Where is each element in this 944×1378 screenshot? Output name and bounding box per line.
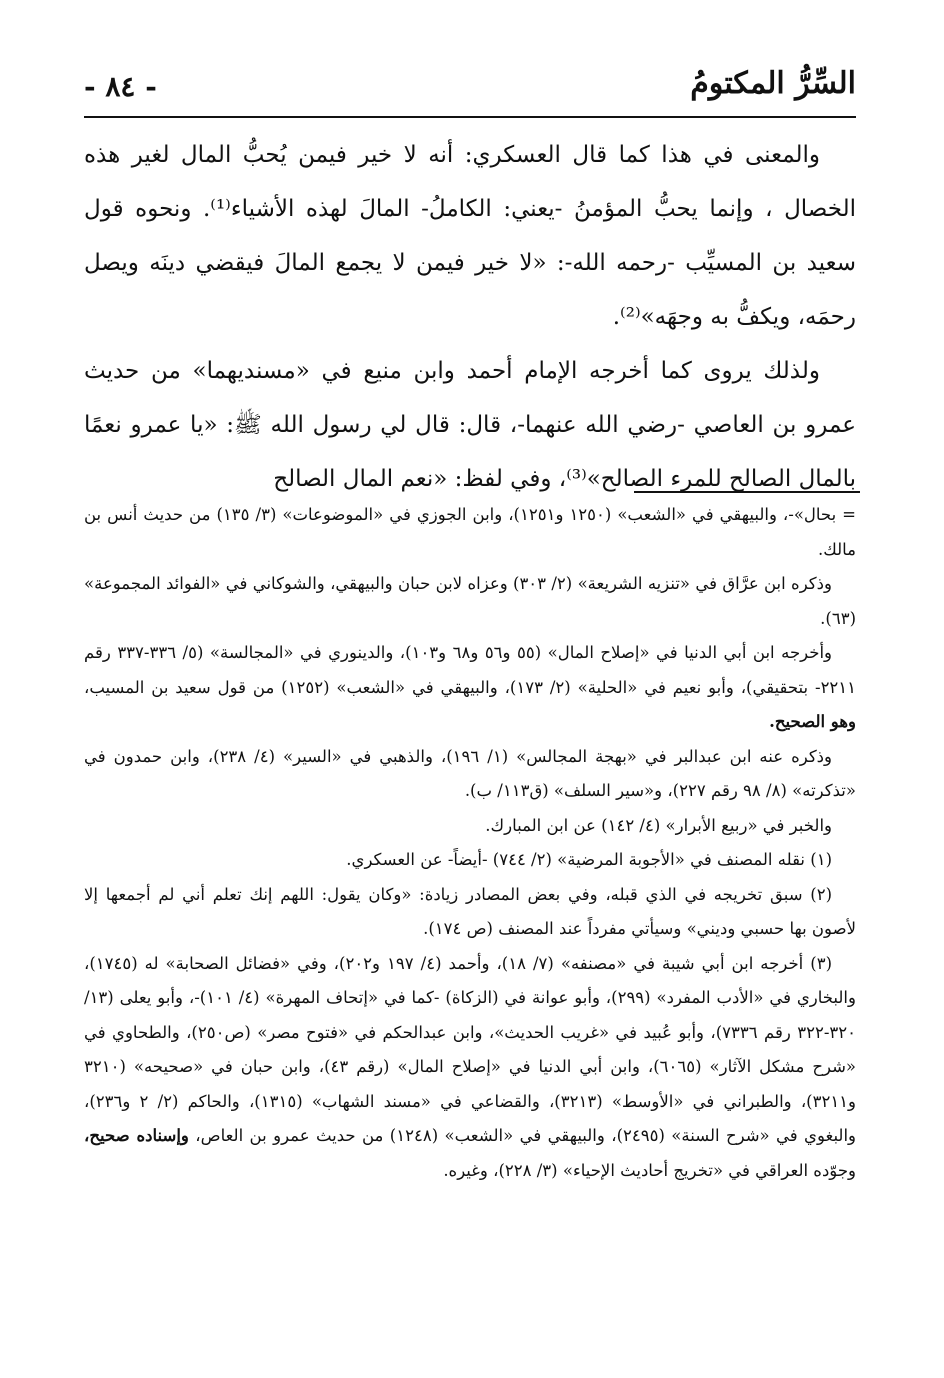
footnote-paragraph: وذكره عنه ابن عبدالبر في «بهجة المجالس» (١/ ١٩٦)، والذهبي في «السير» (٤/ ٢٣٨)، وابن حمدون في «تذكرته» (٨/ ٩٨ رقم ٢٢٧)، و«سير السلف» (ق١١٣/ ب). xyxy=(84,746,856,800)
running-title: السِّرُّ المكتومُ xyxy=(690,66,856,101)
header-rule xyxy=(84,116,856,118)
footnote-paragraph: وذكره ابن عرَّاق في «تنزيه الشريعة» (٢/ ٣٠٣) وعزاه لابن حبان والبيهقي، والشوكاني في «الفوائد المجموعة» (٦٣). xyxy=(84,574,856,628)
footnote-3 xyxy=(84,947,856,1189)
footnote-separator xyxy=(634,491,860,493)
footnote-text: (٣) أخرجه ابن أبي شيبة في «مصنفه» (٧/ ١٨)، وأحمد (٤/ ١٩٧ و٢٠٢)، وفي «فضائل الصحابة» له (١٧٤٥)، والبخاري في «الأدب المفرد» (٢٩٩)، وأبو عوانة في (الزكاة) -كما في «إتحاف المهرة» (٤/ ١٠١)-، وأبو يعلى (١٣/ ٣٢٠-٣٢٢ رقم ٧٣٣٦)، وأبو عُبيد في «غريب الحديث»، وابن عبدالحكم في «فتوح مصر» (ص٢٥٠)، والطحاوي في «شرح مشكل الآثار» (٦٠٦٥)، وابن أبي الدنيا في «إصلاح المال» (رقم ٤٣)، وابن حبان في «صحيحه» (٣٢١٠ و٣٢١١)، والطبراني في «الأوسط» (٣٢١٣)، والقضاعي في «مسند الشهاب» (١٣١٥)، والحاكم (٢/ ٢ و٢٣٦)، والبغوي في «شرح السنة» (٢٤٩٥)، والبيهقي في «الشعب» (١٢٤٨) من حديث عمرو بن العاص، xyxy=(84,953,857,1145)
footnote-1: (١) نقله المصنف في «الأجوبة المرضية» (٢/ ٧٤٤) -أيضاً- عن العسكري. xyxy=(346,850,832,869)
footnote-paragraph xyxy=(84,636,856,740)
footnotes xyxy=(84,498,856,1188)
footnote-bold-text: وهو الصحيح. xyxy=(769,712,856,731)
footnote-paragraph: والخبر في «ربيع الأبرار» (٤/ ١٤٢) عن ابن المبارك. xyxy=(485,815,832,835)
page-header xyxy=(84,60,856,116)
footnote-bold-text: وإسناده صحيح، xyxy=(84,1126,189,1145)
footnote-2: (٢) سبق تخريجه في الذي قبله، وفي بعض المصادر زيادة: «وكان يقول: اللهم إنك تعلم أني لم أجمعها إلا لأصون بها حسبي وديني» وسيأتي مفرداً عند المصنف (ص ١٧٤). xyxy=(84,884,856,938)
page-number: - ٨٤ - xyxy=(84,70,157,103)
footnote-text: وجوّده العراقي في «تخريج أحاديث الإحياء» (٣/ ٢٢٨)، وغيره. xyxy=(443,1160,856,1180)
footnote-text: وأخرجه ابن أبي الدنيا في «إصلاح المال» (٥٥ و٥٦ و٦٨ و١٠٣)، والدينوري في «المجالسة» (٥/ ٣٣٦-٣٣٧ رقم ٢٢١١- بتحقيقي)، وأبو نعيم في «الحلية» (٢/ ١٧٣)، والبيهقي في «الشعب» (١٢٥٢) من قول سعيد بن المسيب، xyxy=(84,643,857,697)
main-paragraph: والمعنى في هذا كما قال العسكري: أنه لا خير فيمن يُحبُّ المال لغير هذه الخصال ، وإنما يحبُّ المؤمنُ -يعني: الكاملُ- المالَ لهذه الأشياء⁽¹⁾. ونحوه قول سعيد بن المسيِّب -رحمه الله-: «لا خير فيمن لا يجمع المالَ فيقضي دينَه ويصل رحمَه، ويكفُّ به وجهَه»⁽²⁾. xyxy=(84,142,856,330)
footnote-continuation: = بحال»-، والبيهقي في «الشعب» (١٢٥٠ و١٢٥١)، وابن الجوزي في «الموضوعات» (٣/ ١٣٥) من حديث أنس بن مالك. xyxy=(84,505,857,559)
main-text xyxy=(84,128,856,506)
main-paragraph: ولذلك يروى كما أخرجه الإمام أحمد وابن منيع في «مسنديهما» من حديث عمرو بن العاصي -رضي الله عنهما-، قال: قال لي رسول الله ﷺ: «يا عمرو نعمًا بالمال الصالح للمرء الصالح»⁽³⁾، وفي لفظ: «نعم المال الصالح xyxy=(84,358,856,492)
